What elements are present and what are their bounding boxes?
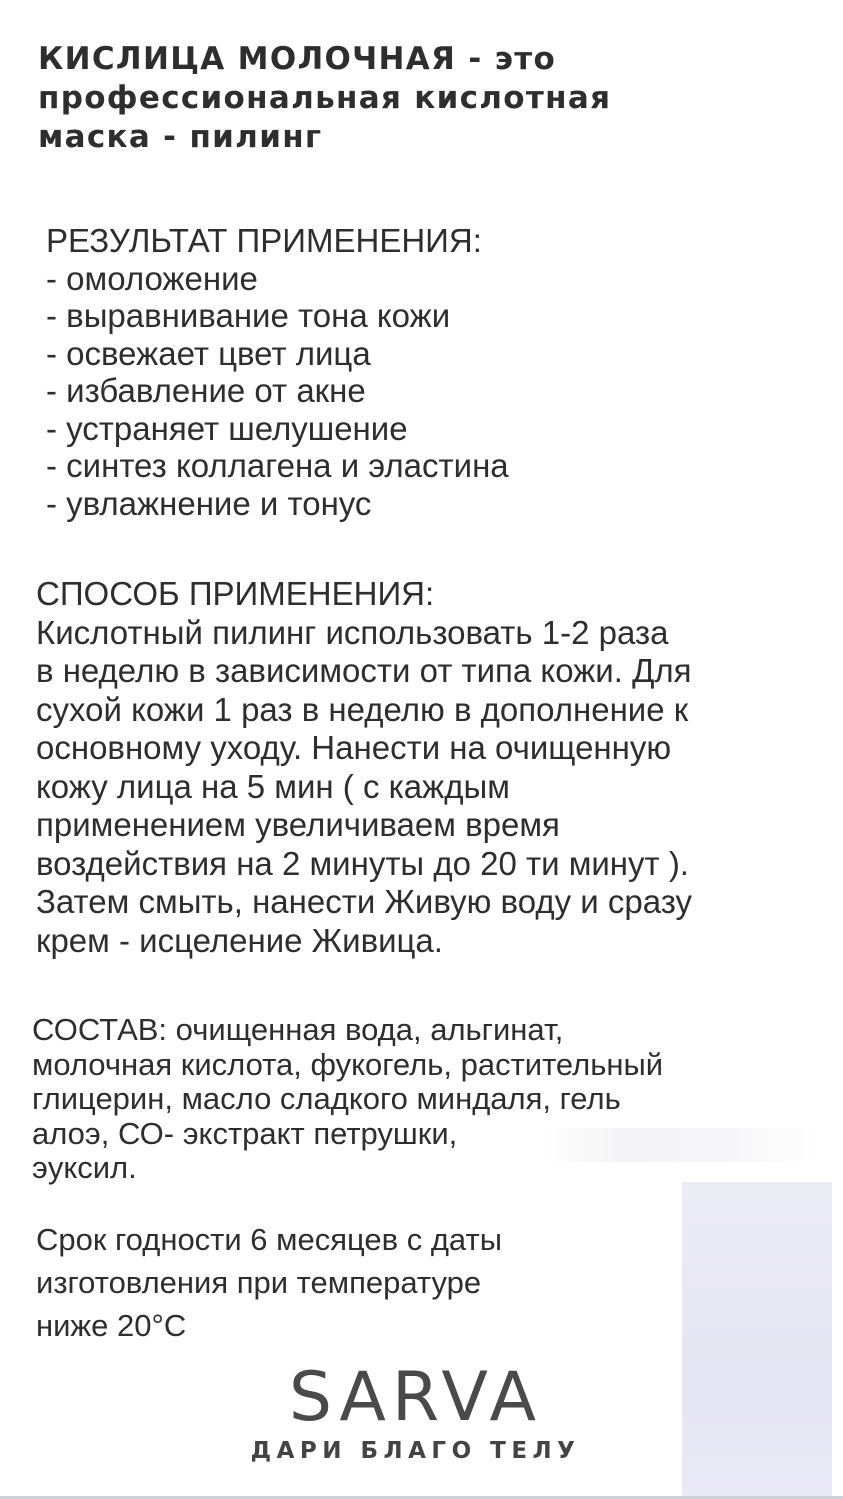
title-line-2: профессиональная кислотная [38,80,612,116]
page-title [38,40,808,157]
results-section [46,222,509,522]
list-item: - омоложение [46,259,258,297]
shelf-life-section [36,1218,502,1347]
shelf-life-line: изготовления при температуре [36,1265,482,1300]
shelf-life-line: ниже 20°С [36,1308,187,1343]
usage-heading: СПОСОБ ПРИМЕНЕНИЯ: [36,575,435,612]
list-item: - избавление от акне [46,372,366,409]
usage-line: кожу лица на 5 мин ( с каждым [36,767,510,805]
composition-line: алоэ, СО- экстракт петрушки, [32,1115,458,1151]
list-item: - синтез коллагена и эластина [46,447,509,484]
composition-line: глицерин, масло сладкого миндаля, гель [32,1081,621,1116]
title-line-1: КИСЛИЦА МОЛОЧНАЯ - это [38,41,557,77]
composition-line: эуксил. [32,1150,137,1185]
title-line-3: маска - пилинг [38,119,323,155]
usage-line: применением увеличиваем время [36,806,560,843]
composition-line: молочная кислота, фукогель, растительный [32,1046,664,1082]
usage-line: Кислотный пилинг использовать 1-2 раза [36,613,669,651]
list-item: - освежает цвет лица [46,334,371,372]
redacted-text-patch [540,1128,820,1162]
brand-tagline: ДАРИ БЛАГО ТЕЛУ [250,1438,581,1464]
brand-name: SARVA [288,1358,543,1437]
list-item: - выравнивание тона кожи [46,297,451,334]
usage-line: Затем смыть, нанести Живую воду и сразу [36,883,692,920]
shelf-life-line: Срок годности 6 месяцев с даты [36,1222,502,1257]
usage-line: воздействия на 2 минуты до 20 ти минут ). [36,844,689,882]
list-item: - устраняет шелушение [46,409,408,447]
composition-line: СОСТАВ: очищенная вода, альгинат, [32,1012,564,1047]
usage-line: крем - исцеление Живица. [36,921,443,959]
usage-section [36,575,692,960]
list-item: - увлажнение и тонус [46,484,372,522]
usage-line: сухой кожи 1 раз в неделю в дополнение к [36,690,689,728]
usage-line: основному уходу. Нанести на очищенную [36,729,672,766]
usage-line: в неделю в зависимости от типа кожи. Для [36,652,692,689]
brand-logo [0,1360,843,1464]
results-heading: РЕЗУЛЬТАТ ПРИМЕНЕНИЯ: [46,222,482,259]
